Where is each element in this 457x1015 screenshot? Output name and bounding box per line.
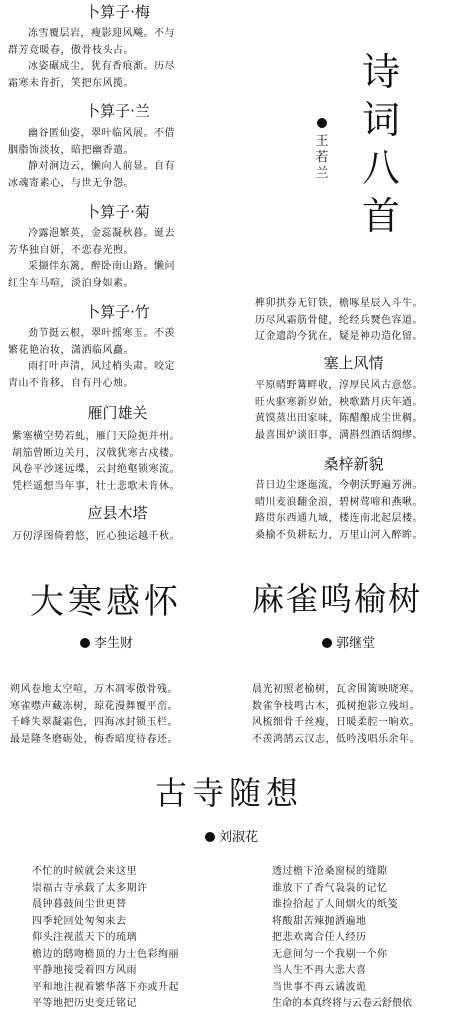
- poem-body-left: [32, 864, 179, 1013]
- poem-title: 大寒感怀: [30, 582, 182, 622]
- poem-line: 平和地注视着繁华落下亦或升起: [32, 981, 179, 993]
- poem-line: 路贯东西通九域，楼连南北起层楼。: [255, 513, 423, 524]
- poem-line: 晴川麦浪翻金浪，碧树莺啼和燕啾。: [255, 496, 423, 508]
- poem-title: 卜算子·梅: [85, 3, 150, 21]
- poem-title: 应县木塔: [87, 504, 148, 522]
- poem-author: [205, 826, 258, 845]
- author-name: 刘淑花: [219, 830, 259, 845]
- poem-line: 万仞浮图倚碧悠，匠心独运越千秋。: [12, 531, 180, 542]
- author-name: 郭继堂: [336, 636, 376, 651]
- poem-line: 幽谷匿仙姿，翠叶临风展。不借: [28, 128, 175, 139]
- poem-line: 紫塞横空势若虬，雁门天险扼并州。: [12, 431, 180, 442]
- poem-line: 四季轮回处匆匆来去: [32, 915, 127, 927]
- poem-line: 芳华独自妍，不恋春光煦。: [8, 244, 134, 256]
- poem-line: 历尽风霜筋骨健，纶经兵燹色容道。: [255, 314, 423, 326]
- poem-line: 谁放下了香气袅袅的记忆: [272, 882, 388, 894]
- poem-line: 劲节挺云根，翠叶摇寒玉。不羡: [28, 328, 175, 339]
- author-name: 李生财: [94, 636, 134, 651]
- poem-line: 无意间匀一个我剔一个你: [272, 948, 388, 960]
- poem-body: [255, 478, 423, 544]
- poem-line: 冰魂寄素心，与世无争怨。: [8, 177, 134, 189]
- author-char: 王: [315, 134, 329, 149]
- poem-line: 平等地把历史变迁铭记: [32, 998, 137, 1009]
- poem-body-right: [272, 864, 412, 1013]
- series-title: [356, 48, 406, 240]
- poem-line: 檐边的鸱吻檐顶的力士色彩绚丽: [32, 948, 179, 960]
- poem-body: [8, 126, 175, 192]
- poem-line: 仰头注视蓝天下的琉璃: [32, 932, 137, 943]
- poem-title: 卜算子·菊: [85, 203, 150, 221]
- series-author: [313, 118, 331, 182]
- poem-line: 群芳竞暖春，傲骨枝头占。: [8, 44, 134, 56]
- poem-body: [12, 529, 180, 546]
- poem-line: 不羡鸿鹄云汉志，低吟浅唱乐余年。: [252, 733, 420, 745]
- poem-line: 透过檐下沧桑窗棂的缝隙: [272, 866, 388, 877]
- poem-line: 晨光初照老榆树，瓦舍围篱映晓寒。: [252, 684, 420, 695]
- poem-line: 昔日边尘逐迤流，今朝沃野遍芳洲。: [255, 480, 423, 491]
- author-char: 兰: [315, 166, 329, 181]
- poem-author: [80, 632, 133, 651]
- poem-line: 晨钟暮鼓间尘世更替: [32, 899, 127, 910]
- poem-line: 谁捡拾起了人间烟火的纸笺: [272, 899, 398, 910]
- poem-line: 凭栏遥想当年事，壮士悲歌未肯休。: [12, 480, 180, 492]
- series-title-char: 首: [361, 194, 400, 238]
- poem-title: 桑梓新貌: [323, 455, 384, 473]
- poem-line: 风梳细骨千丝瘦，日暖柔腔一晌欢。: [252, 717, 420, 728]
- poem-line: 繁花艳冶妆，潇洒临风矗。: [8, 344, 134, 356]
- poem-line: 青山不肯移，自有丹心烛。: [8, 377, 134, 389]
- bullet-dot-icon: [322, 638, 332, 648]
- poem-line: 朔风卷地太空喧，万木凋零傲骨残。: [10, 684, 178, 695]
- poem-line: 霜寒未肯折，笑把东风揽。: [8, 77, 134, 89]
- poem-line: 把悲欢离合任人经历: [272, 932, 367, 943]
- poem-body: [10, 682, 178, 748]
- poem-line: 数雀争枝鸣古木，孤树抱影立残垣。: [252, 700, 420, 712]
- author-char: 若: [315, 150, 329, 165]
- poem-line: 平原晴野篝畔收，淳厚民风古意悠。: [255, 380, 423, 391]
- poem-line: 不忙的时候就会来这里: [32, 866, 137, 877]
- poem-author: [322, 632, 375, 651]
- poem-line: 风卷平沙迷远堞，云封绝壑锁寒流。: [12, 464, 180, 475]
- poem-line: 生命的本真终将与云卷云舒偎依: [272, 998, 412, 1009]
- bullet-dot-icon: [80, 638, 90, 648]
- poem-line: 旺火驱寒新岁始，秧歌踏月庆年遒。: [255, 396, 423, 408]
- poem-line: 千峰失翠凝霜色，四海冰封锁玉栏。: [10, 717, 178, 728]
- poem-line: 胡笳曾断边关月，汉戟犹寒古戍楼。: [12, 447, 180, 459]
- bullet-dot-icon: [205, 832, 215, 842]
- poem-title: 麻雀鸣榆树: [252, 580, 423, 618]
- poem-yingxian-continued: [255, 296, 423, 346]
- poem-body: [255, 378, 423, 444]
- poem-line: 平静地接受着四方风雨: [32, 965, 137, 976]
- series-title-char: 八: [361, 146, 400, 190]
- bullet-dot-icon: [317, 118, 327, 128]
- poem-line: 当世事不再云谲波诡: [272, 981, 367, 993]
- poem-line: 冻雪覆层岩，瘦影迎风飚。不与: [28, 28, 175, 39]
- poem-line: 桑榆不负耕耘力，万里山河入醉眸。: [255, 529, 423, 541]
- poem-title: 雁门雄关: [87, 404, 148, 422]
- poem-line: 黄馍蒸出田家味，陈醋酿成尘世稠。: [255, 413, 423, 424]
- poem-line: 雨打叶声清，风过梢头肃。咬定: [28, 361, 175, 372]
- poem-body: [12, 429, 180, 495]
- poem-line: 崇福古寺承载了太多期许: [32, 882, 148, 894]
- poem-line: 辽金遗韵今犹在，疑是神功造化留。: [255, 331, 423, 342]
- series-title-char: 词: [361, 98, 400, 142]
- poem-body: [8, 326, 175, 392]
- poem-line: 胭脂饰淡妆，暗把幽香遣。: [8, 144, 134, 156]
- poem-line: 将酸甜苦辣抛洒遍地: [272, 915, 367, 927]
- poem-body: [8, 26, 175, 92]
- poem-line: 静对涧边云，懒向人前显。自有: [28, 161, 175, 172]
- series-title-char: 诗: [361, 50, 400, 94]
- poem-line: 采撷伴东篱，醉卧南山路。懒问: [28, 261, 175, 272]
- poem-line: 红尘车马喧，淡泊身如素。: [8, 277, 134, 289]
- poem-line: 榫卯拱券无钉铁，檐啄星辰入斗牛。: [255, 298, 423, 309]
- poem-title: 卜算子·兰: [85, 102, 150, 120]
- poem-line: 当人生不再大悲大喜: [272, 965, 367, 976]
- poem-title: 塞上风情: [323, 354, 384, 372]
- poem-body: [8, 226, 175, 292]
- poem-line: 最喜围炉谈旧事，满斟烈酒话绸缪。: [255, 429, 423, 441]
- poem-line: 最是隆冬磨砺处，梅香暗度待春还。: [10, 733, 178, 745]
- poem-title: 卜算子·竹: [85, 303, 150, 321]
- poem-line: 冰姿碾成尘，犹有香痕渐。历尽: [28, 61, 175, 72]
- poem-body: [252, 682, 420, 748]
- poem-line: 寒雀噤声藏冻树，琼花漫舞覆平峦。: [10, 700, 178, 712]
- poem-line: 冷露浥繁英，金蕊凝秋暮。诞去: [28, 228, 175, 239]
- poem-title: 古寺随想: [155, 774, 304, 812]
